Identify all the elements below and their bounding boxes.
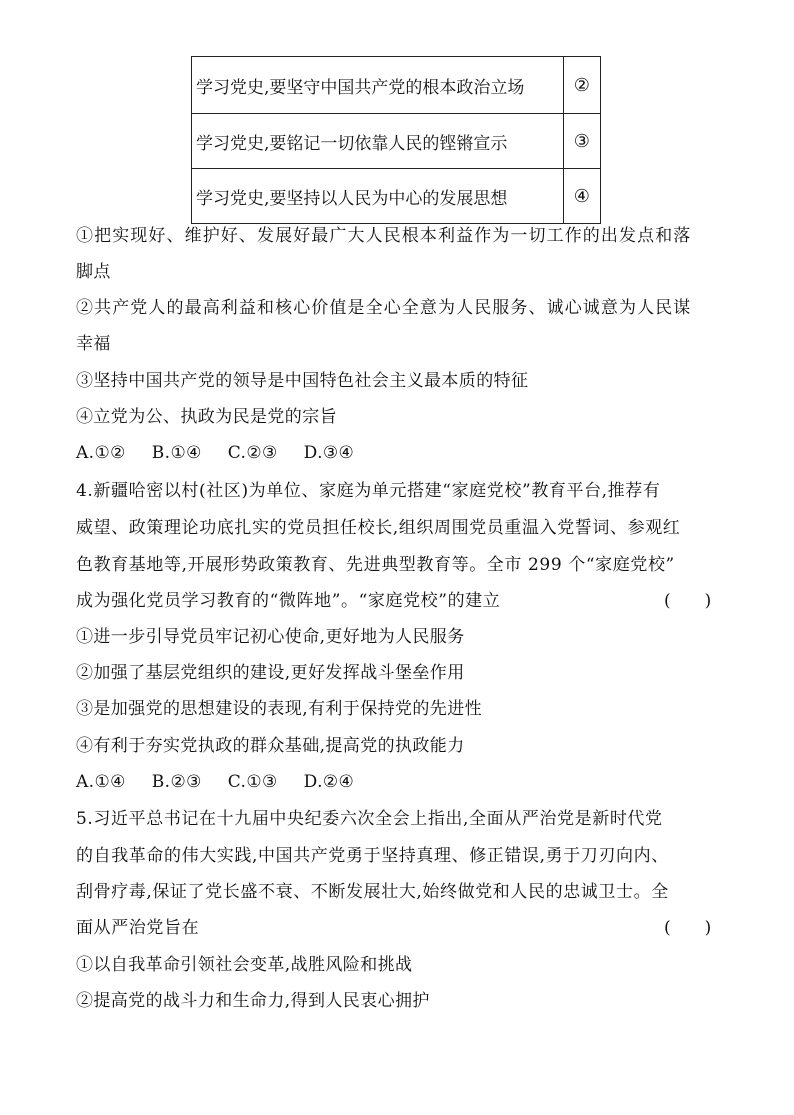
q3-statement-2-cont: 幸福 xyxy=(76,334,111,354)
q4-stem-4: 成为强化党员学习教育的“微阵地”。“家庭党校”的建立 xyxy=(76,591,501,611)
q4-option-a[interactable]: A.①④ xyxy=(76,772,126,792)
q3-options xyxy=(76,443,380,463)
q4-option-b[interactable]: B.②③ xyxy=(151,772,202,792)
match-table xyxy=(191,56,601,224)
q4-stem-3: 色教育基地等,开展形势政策教育、先进典型教育等。全市 299 个“家庭党校” xyxy=(76,555,675,575)
q3-statement-1: ①把实现好、维护好、发展好最广大人民根本利益作为一切工作的出发点和落 xyxy=(76,226,692,246)
q4-statement-2: ②加强了基层党组织的建设,更好发挥战斗堡垒作用 xyxy=(76,663,465,683)
q4-statement-4: ④有利于夯实党执政的群众基础,提高党的执政能力 xyxy=(76,736,465,756)
q3-statement-4: ④立党为公、执政为民是党的宗旨 xyxy=(76,407,337,427)
q5-statement-1: ①以自我革命引领社会变革,战胜风险和挑战 xyxy=(76,955,413,975)
q4-option-d[interactable]: D.②④ xyxy=(303,772,355,792)
q5-statement-2: ②提高党的战斗力和生命力,得到人民衷心拥护 xyxy=(76,991,430,1011)
q4-stem-1: 4.新疆哈密以村(社区)为单位、家庭为单元搭建“家庭党校”教育平台,推荐有 xyxy=(76,481,661,501)
table-cell-num: ② xyxy=(563,57,600,114)
q4-stem-2: 威望、政策理论功底扎实的党员担任校长,组织周围党员重温入党誓词、参观红 xyxy=(76,518,681,538)
q5-stem-4: 面从严治党旨在 xyxy=(76,918,200,938)
q3-statement-1-cont: 脚点 xyxy=(76,262,111,282)
table-cell-num: ④ xyxy=(563,169,600,224)
q5-answer-paren[interactable]: ( ) xyxy=(664,918,712,938)
table-cell-text: 学习党史,要铭记一切依靠人民的铿锵宣示 xyxy=(192,114,564,169)
q3-option-c[interactable]: C.②③ xyxy=(227,443,278,463)
q5-stem-3: 刮骨疗毒,保证了党长盛不衰、不断发展壮大,始终做党和人民的忠诚卫士。全 xyxy=(76,882,669,902)
table-row xyxy=(192,169,601,224)
q3-option-b[interactable]: B.①④ xyxy=(151,443,202,463)
q3-option-a[interactable]: A.①② xyxy=(76,443,126,463)
q4-option-c[interactable]: C.①③ xyxy=(227,772,278,792)
table-row xyxy=(192,57,601,114)
q4-statement-1: ①进一步引导党员牢记初心使命,更好地为人民服务 xyxy=(76,627,465,647)
q4-answer-paren[interactable]: ( ) xyxy=(664,591,712,611)
q5-stem-2: 的自我革命的伟大实践,中国共产党勇于坚持真理、修正错误,勇于刀刃向内、 xyxy=(76,846,669,866)
q3-statement-3: ③坚持中国共产党的领导是中国特色社会主义最本质的特征 xyxy=(76,371,529,391)
table-cell-text: 学习党史,要坚守中国共产党的根本政治立场 xyxy=(192,57,564,114)
table-cell-num: ③ xyxy=(563,114,600,169)
q4-statement-3: ③是加强党的思想建设的表现,有利于保持党的先进性 xyxy=(76,699,483,719)
q3-statement-2: ②共产党人的最高利益和核心价值是全心全意为人民服务、诚心诚意为人民谋 xyxy=(76,298,692,318)
table-cell-text: 学习党史,要坚持以人民为中心的发展思想 xyxy=(192,169,564,224)
q4-options xyxy=(76,772,380,792)
table-row xyxy=(192,114,601,169)
q3-option-d[interactable]: D.③④ xyxy=(303,443,355,463)
q5-stem-1: 5.习近平总书记在十九届中央纪委六次全会上指出,全面从严治党是新时代党 xyxy=(76,809,663,829)
